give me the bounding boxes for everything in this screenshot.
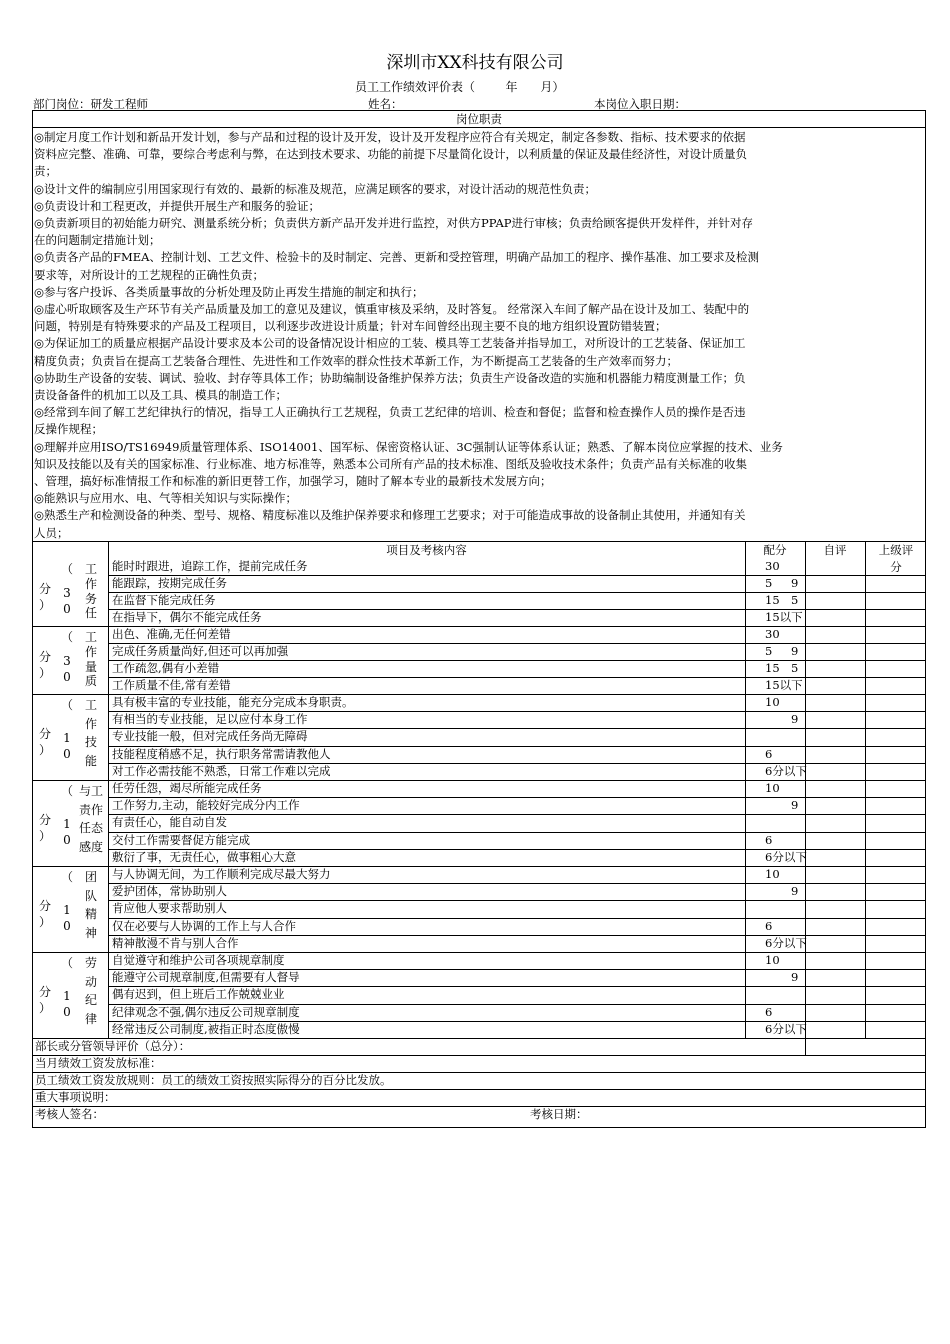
- row-divider: [108, 900, 925, 901]
- score-value: 10: [765, 953, 780, 967]
- group-score-label: 0: [63, 747, 71, 761]
- row-divider: [108, 592, 925, 593]
- score-value: 30: [765, 559, 780, 573]
- duty-line: ◎能熟识与应用水、电、气等相关知识与实际操作；: [34, 491, 298, 506]
- criteria-text: 偶有迟到，但上班后工作兢兢业业: [112, 987, 285, 1002]
- score-header: 配分: [763, 543, 787, 557]
- score-value: 6分以下: [765, 935, 807, 950]
- group-score-label: 1: [63, 817, 71, 831]
- criteria-text: 肯应他人要求帮助别人: [112, 901, 227, 916]
- self-eval-value: 9: [791, 798, 799, 813]
- criteria-text: 纪律观念不强,偶尔违反公司规章制度: [112, 1004, 300, 1019]
- group-score-label: （: [60, 630, 73, 644]
- items-header: 项目及考核内容: [386, 543, 467, 557]
- criteria-text: 工作疏忽,偶有小差错: [112, 661, 220, 675]
- group-name-label: 量: [84, 659, 97, 674]
- evaluation-sheet: [32, 110, 926, 1128]
- dept-position: 部门岗位：研发工程师: [33, 97, 148, 111]
- group-name-label: 责作: [78, 802, 103, 817]
- criteria-text: 工作质量不佳,常有差错: [112, 678, 231, 692]
- score-value: 6: [765, 918, 773, 933]
- criteria-text: 有相当的专业技能，足以应付本身工作: [112, 712, 308, 727]
- score-value: 15: [765, 593, 780, 607]
- group-name-label: 工: [84, 562, 97, 576]
- criteria-text: 精神散漫不肯与别人合作: [112, 935, 239, 950]
- score-value: 10: [765, 695, 780, 709]
- group-name-label: 感度: [78, 840, 103, 855]
- group-score-label: ）: [38, 743, 51, 757]
- duties-list: [34, 129, 934, 542]
- criteria-text: 能遵守公司规章制度,但需要有人督导: [112, 970, 300, 985]
- group-score-label: 0: [63, 919, 71, 933]
- footer-major-items: 重大事项说明：: [35, 1090, 116, 1104]
- self-eval-value: 9: [791, 970, 799, 985]
- superior-eval-header: 上级评: [878, 543, 914, 557]
- criteria-text: 出色、准确,无任何差错: [112, 627, 231, 641]
- duty-line: 问题，特别是有特殊要求的产品及工程项目，以利逐步改进设计质量；针对车间曾经出现主要不良的地方组织设置防错装置；: [34, 319, 667, 334]
- criteria-text: 敷衍了事，无责任心，做事粗心大意: [112, 849, 296, 864]
- superior-eval-header-suffix: 分: [890, 560, 902, 574]
- score-value: 15以下: [765, 678, 803, 692]
- group-score-label: （: [60, 698, 73, 712]
- group-name-label: 技: [84, 735, 97, 750]
- group-name-label: 务: [84, 591, 97, 606]
- group-score-label: 3: [63, 586, 71, 600]
- duty-line: ◎参与客户投诉、各类质量事故的分析处理及防止再发生措施的制定和执行；: [34, 284, 424, 299]
- score-value: 6分以下: [765, 763, 807, 778]
- criteria-text: 与人协调无间，为工作顺利完成尽最大努力: [112, 867, 331, 881]
- group-score-label: 1: [63, 989, 71, 1003]
- criteria-text: 爱护团体，常协助别人: [112, 884, 227, 899]
- duty-line: ◎熟悉生产和检测设备的种类、型号、规格、精度标准以及维护保养要求和修理工艺要求；对于可能造成事故的设备制止其使用，并通知有关: [34, 508, 746, 523]
- criteria-text: 任劳任怨，竭尽所能完成任务: [112, 781, 262, 795]
- group-score-label: 1: [63, 903, 71, 917]
- duties-heading: 岗位职责: [456, 112, 502, 126]
- criteria-text: 能跟踪，按期完成任务: [112, 576, 227, 590]
- group-score-label: 0: [63, 833, 71, 847]
- score-value: 5: [765, 644, 773, 658]
- group-name-label: 工: [84, 698, 97, 712]
- group-score-label: 分: [38, 727, 51, 741]
- footer-divider: [33, 1106, 925, 1107]
- footer-assess-date: 考核日期：: [530, 1107, 588, 1121]
- row-divider: [108, 814, 925, 815]
- column-divider: [108, 541, 109, 1038]
- duty-line: 责；: [34, 164, 57, 179]
- duty-line: ◎经常到车间了解工艺纪律执行的情况，指导工人正确执行工艺规程，负责工艺纪律的培训、检查和督促；监督和检查操作人员的操作是否违: [34, 405, 746, 420]
- duty-line: ◎负责设计和工程更改，并提供开展生产和服务的验证；: [34, 198, 321, 213]
- group-score-label: 3: [63, 654, 71, 668]
- criteria-text: 专业技能一般，但对完成任务尚无障碍: [112, 729, 308, 744]
- criteria-text: 在监督下能完成任务: [112, 593, 216, 607]
- column-divider: [805, 541, 806, 1038]
- duty-line: 责设备备件的机加工以及工具、模具的制造工作；: [34, 388, 287, 403]
- group-name-label: 劳: [84, 956, 97, 970]
- duty-line: ◎负责新项目的初始能力研究、测量系统分析；负责供方新产品开发并进行监控，对供方PPAP进行审核；负责给顾客提供开发样件，并针对存: [34, 216, 753, 231]
- duty-line: 精度负责；负责旨在提高工艺装备合理性、先进性和工作效率的群众性技术革新工作，为不断提高工艺装备的生产效率而努力；: [34, 353, 678, 368]
- duty-line: ◎为保证加工的质量应根据产品设计要求及本公司的设备情况设计相应的工装、模具等工艺装备并指导加工，对所设计的工艺装备、保证加工: [34, 336, 746, 351]
- duty-line: ◎设计文件的编制应引用国家现行有效的、最新的标准及规范，应满足顾客的要求，对设计活动的规范性负责；: [34, 181, 597, 196]
- score-value: 10: [765, 867, 780, 881]
- duty-line: 反操作规程；: [34, 422, 103, 437]
- group-name-label: 任态: [78, 821, 103, 836]
- group-name-label: 队: [84, 888, 97, 903]
- form-title: 员工工作绩效评价表（ 年 月）: [355, 80, 565, 94]
- group-name-label: 能: [84, 754, 97, 769]
- score-value: 6: [765, 832, 773, 847]
- criteria-text: 经常违反公司制度,被指正时态度傲慢: [112, 1021, 300, 1036]
- self-eval-value: 9: [791, 712, 799, 727]
- footer-divider: [33, 1055, 925, 1056]
- self-eval-value: 9: [791, 576, 799, 590]
- group-name-label: 作: [84, 576, 97, 591]
- duty-line: ◎协助生产设备的安装、调试、验收、封存等具体工作；协助编制设备维护保养方法；负责生产设备改造的实施和机器能力精度测量工作；负: [34, 370, 746, 385]
- score-value: 6分以下: [765, 1021, 807, 1036]
- entry-date-label: 本岗位入职日期：: [594, 97, 686, 111]
- footer-divider: [33, 1089, 925, 1090]
- group-name-label: 精: [84, 907, 97, 922]
- group-name-label: 律: [84, 1012, 97, 1027]
- group-score-label: 0: [63, 670, 71, 684]
- self-eval-header: 自评: [823, 543, 847, 557]
- group-score-label: 分: [38, 985, 51, 999]
- group-name-label: 纪: [84, 993, 97, 1008]
- name-label: 姓名：: [368, 97, 403, 111]
- criteria-text: 交付工作需要督促方能完成: [112, 832, 250, 847]
- score-value: 6: [765, 1004, 773, 1019]
- self-eval-value: 5: [791, 661, 799, 675]
- footer-salary-standard: 当月绩效工资发放标准：: [35, 1056, 162, 1070]
- group-score-label: 分: [38, 899, 51, 913]
- duty-line: 、管理，搞好标准情报工作和标准的新旧更替工作，加强学习，随时了解本专业的最新技术发展方向；: [34, 474, 552, 489]
- criteria-text: 在指导下，偶尔不能完成任务: [112, 610, 262, 624]
- row-divider: [108, 883, 925, 884]
- duty-line: ◎虚心听取顾客及生产环节有关产品质量及加工的意见及建议，慎重审核及采纳，及时答复。 经常深入车间了解产品在设计及加工、装配中的: [34, 302, 750, 317]
- criteria-text: 有责任心，能自动自发: [112, 815, 227, 830]
- duty-line: 资料应完整、准确、可靠，要综合考虑利与弊，在达到技术要求、功能的前提下尽量简化设计，以利质量的保证及最佳经济性，对设计质量负: [34, 147, 747, 162]
- group-score-label: ）: [38, 1001, 51, 1015]
- group-score-label: 分: [38, 582, 51, 596]
- divider: [33, 127, 925, 128]
- group-score-label: 分: [38, 650, 51, 664]
- duty-line: 人员；: [34, 525, 69, 540]
- criteria-text: 能时时跟进，追踪工作，提前完成任务: [112, 559, 308, 573]
- group-score-label: 分: [38, 813, 51, 827]
- duty-line: 要求等，对所设计的工艺规程的正确性负责；: [34, 267, 264, 282]
- row-divider: [108, 660, 925, 661]
- footer-assessor: 考核人签名：: [35, 1107, 104, 1121]
- group-score-label: ）: [38, 915, 51, 929]
- self-eval-value: 5: [791, 593, 799, 607]
- group-name-label: 质: [84, 674, 97, 689]
- score-value: 6: [765, 746, 773, 761]
- group-name-label: 与工: [78, 784, 103, 798]
- group-name-label: 神: [84, 926, 97, 941]
- group-score-label: 0: [63, 602, 71, 616]
- criteria-text: 对工作必需技能不熟悉，日常工作难以完成: [112, 763, 331, 778]
- self-eval-value: 9: [791, 644, 799, 658]
- duty-line: ◎理解并应用ISO/TS16949质量管理体系、ISO14001、国军标、保密资格认证、3C强制认证等体系认证；熟悉、了解本岗位应掌握的技术、业务: [34, 439, 783, 454]
- criteria-text: 技能程度稍感不足，执行职务常需请教他人: [112, 746, 331, 761]
- score-value: 15: [765, 661, 780, 675]
- column-divider: [865, 541, 866, 1038]
- group-name-label: 作: [84, 716, 97, 731]
- group-score-label: 1: [63, 731, 71, 745]
- group-score-label: （: [60, 562, 73, 576]
- score-value: 30: [765, 627, 780, 641]
- duty-line: ◎负责各产品的FMEA、控制计划、工艺文件、检验卡的及时制定、完善、更新和受控管理，明确产品加工的程序、操作基准、加工要求及检测: [34, 250, 759, 265]
- criteria-text: 工作努力,主动，能较好完成分内工作: [112, 798, 300, 813]
- column-divider: [805, 1038, 806, 1055]
- column-divider: [745, 541, 746, 1038]
- score-value: 5: [765, 576, 773, 590]
- group-name-label: 任: [84, 606, 97, 621]
- criteria-text: 完成任务质量尚好,但还可以再加强: [112, 644, 289, 658]
- criteria-text: 具有极丰富的专业技能，能充分完成本身职责。: [112, 695, 354, 709]
- group-score-label: ）: [38, 829, 51, 843]
- footer-salary-rule: 员工绩效工资发放规则：员工的绩效工资按照实际得分的百分比发放。: [35, 1073, 392, 1087]
- score-value: 10: [765, 781, 780, 795]
- row-divider: [108, 575, 925, 576]
- group-name-label: 团: [84, 870, 97, 884]
- group-score-label: （: [60, 784, 73, 798]
- group-score-label: ）: [38, 666, 51, 680]
- footer-leader-eval: 部长或分管领导评价（总分）：: [35, 1039, 191, 1053]
- group-name-label: 工: [84, 630, 97, 644]
- score-value: 6分以下: [765, 849, 807, 864]
- criteria-text: 自觉遵守和维护公司各项规章制度: [112, 953, 285, 967]
- group-name-label: 作: [84, 644, 97, 659]
- group-name-label: 动: [84, 974, 97, 989]
- group-score-label: （: [60, 956, 73, 970]
- duty-line: 知识及技能以及有关的国家标准、行业标准、地方标准等，熟悉本公司所有产品的技术标准、图纸及验收技术条件；负责产品有关标准的收集: [34, 456, 747, 471]
- duty-line: ◎制定月度工作计划和新品开发计划，参与产品和过程的设计及开发，设计及开发程序应符合有关规定，制定各参数、指标、技术要求的依据: [34, 130, 746, 144]
- score-value: 15以下: [765, 610, 803, 624]
- group-score-label: ）: [38, 598, 51, 612]
- duty-line: 在的问题制定措施计划；: [34, 233, 161, 248]
- self-eval-value: 9: [791, 884, 799, 899]
- group-score-label: 0: [63, 1005, 71, 1019]
- criteria-text: 仅在必要与人协调的工作上与人合作: [112, 918, 296, 933]
- group-score-label: （: [60, 870, 73, 884]
- company-title: 深圳市XX科技有限公司: [386, 53, 564, 73]
